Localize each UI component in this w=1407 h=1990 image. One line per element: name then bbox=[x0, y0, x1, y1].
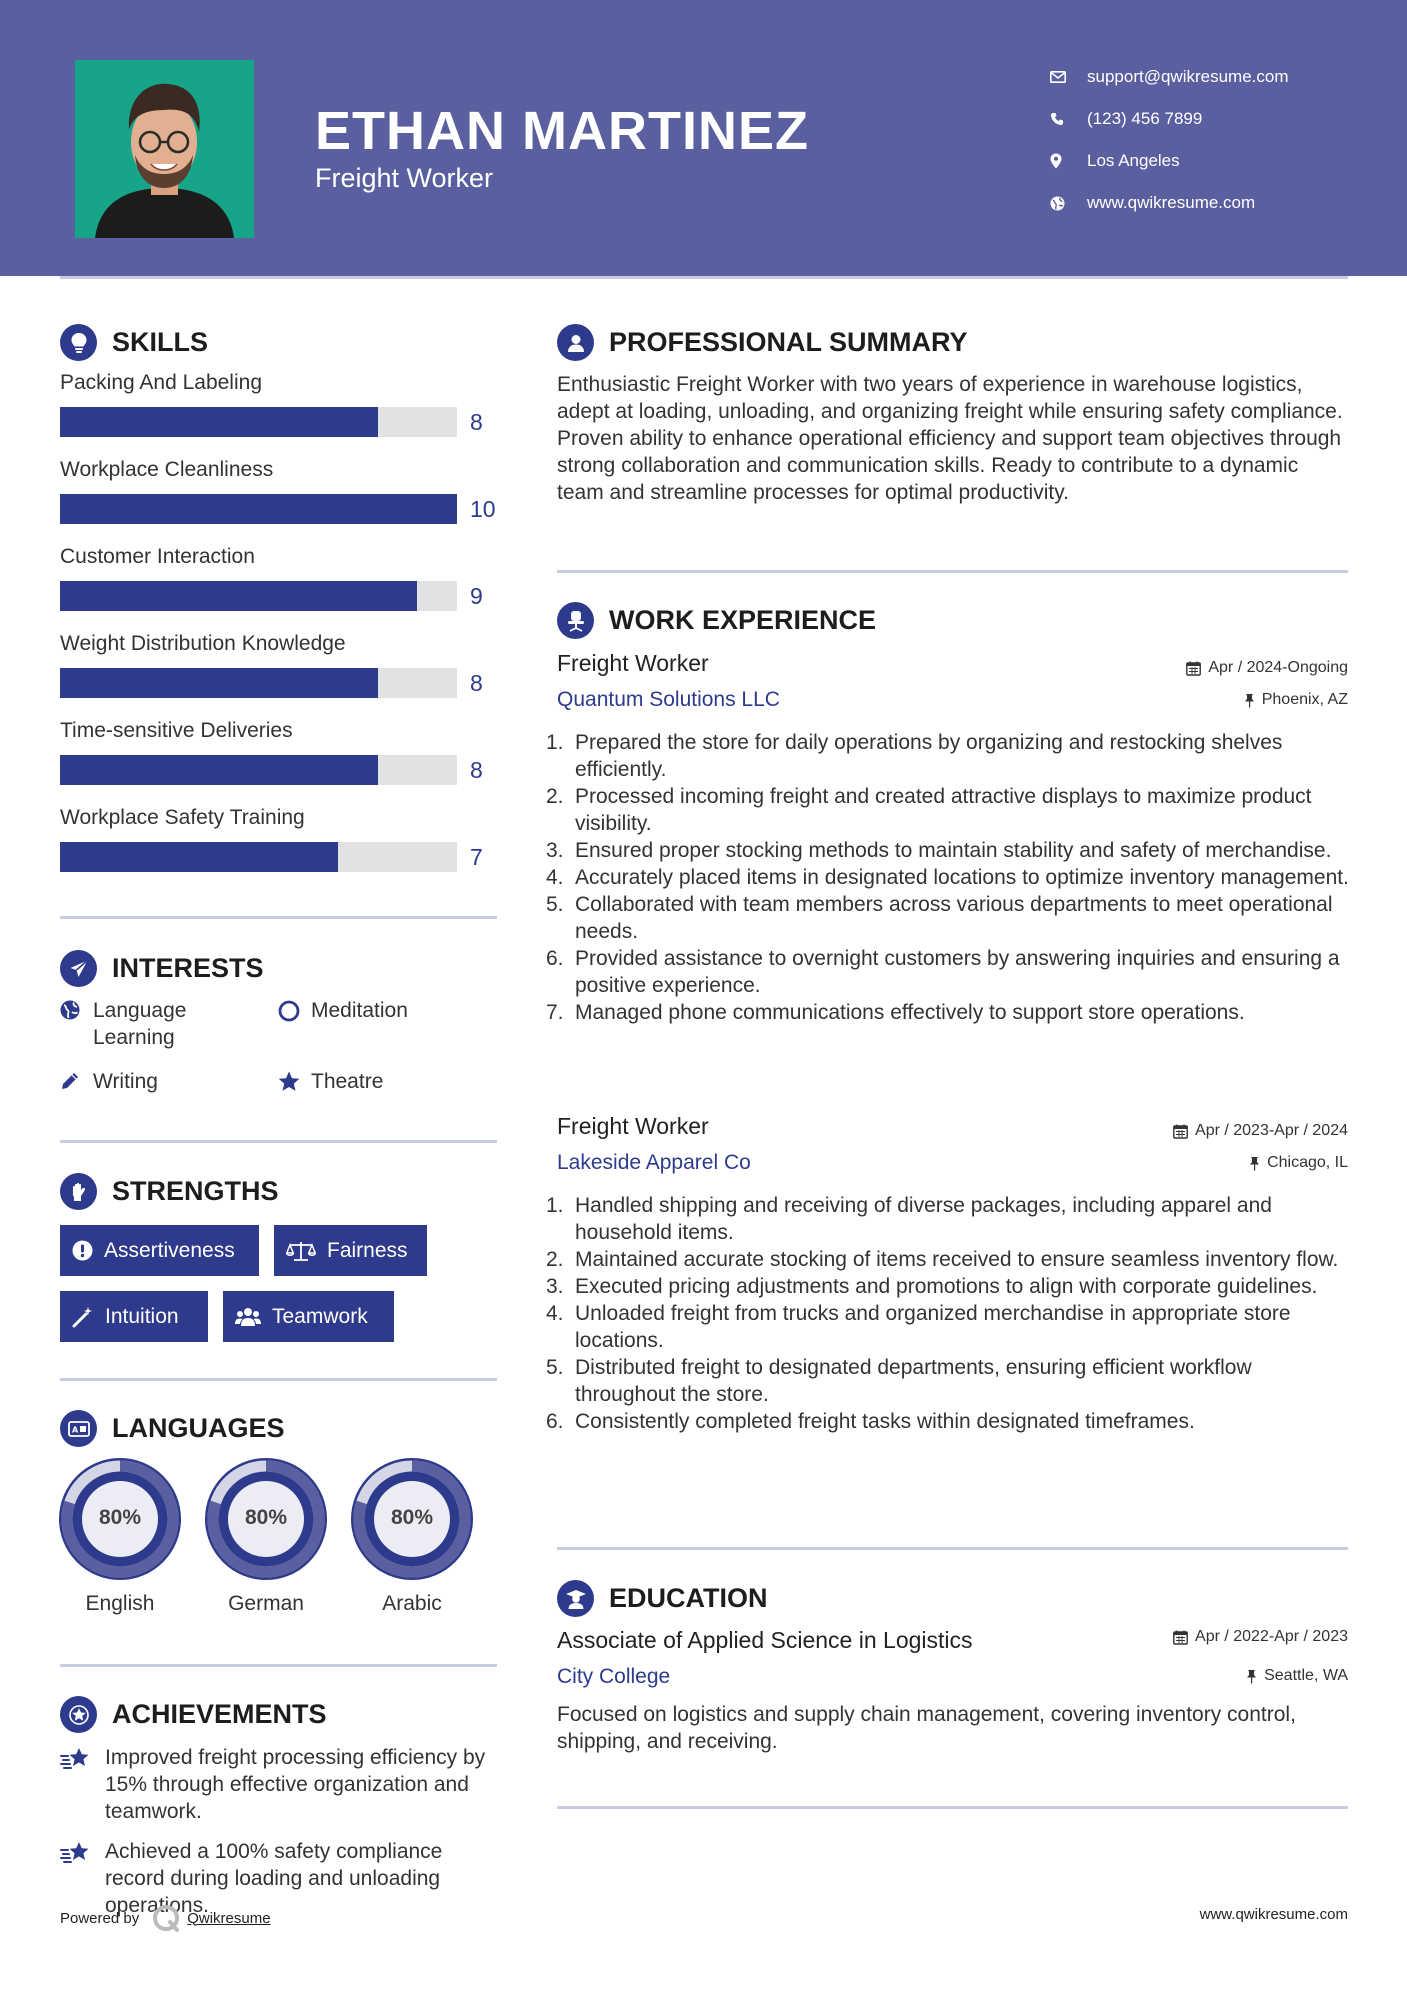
skill-bar-fill bbox=[60, 668, 378, 698]
contact-email[interactable]: support@qwikresume.com bbox=[1050, 56, 1289, 98]
responsibility-item: 7. Managed phone communications effectively to support store operations. bbox=[546, 1001, 1245, 1024]
skill-name: Time-sensitive Deliveries bbox=[60, 719, 293, 742]
skill-bar bbox=[60, 581, 457, 611]
section-divider bbox=[557, 1547, 1348, 1550]
qwikresume-link[interactable]: Qwikresume bbox=[187, 1909, 271, 1927]
job-title: Freight Worker bbox=[557, 1113, 709, 1139]
powered-by: Powered by Qwikresume bbox=[60, 1903, 271, 1933]
svg-text:A: A bbox=[71, 1425, 78, 1434]
star-icon bbox=[278, 1068, 311, 1099]
office-chair-icon bbox=[557, 602, 594, 639]
responsibility-item: 4. Accurately placed items in designated locations to optimize inventory management. bbox=[546, 866, 1349, 889]
company-name: Quantum Solutions LLC bbox=[557, 688, 780, 711]
responsibility-item: 4. Unloaded freight from trucks and organized merchandise in appropriate store locations. bbox=[546, 1302, 1291, 1352]
skill-bar bbox=[60, 842, 457, 872]
skill-bar-fill bbox=[60, 842, 338, 872]
footer-url[interactable]: www.qwikresume.com bbox=[1199, 1906, 1348, 1923]
contact-phone[interactable]: (123) 456 7899 bbox=[1050, 98, 1289, 140]
skill-value: 7 bbox=[470, 844, 483, 870]
language-percent: 80% bbox=[98, 1506, 142, 1529]
interest-item: Meditation bbox=[278, 997, 408, 1029]
strength-badge: Intuition bbox=[60, 1291, 208, 1342]
languages-heading: A LANGUAGES bbox=[60, 1410, 285, 1447]
header-banner bbox=[0, 0, 1407, 276]
skill-name: Workplace Safety Training bbox=[60, 806, 305, 829]
language-percent: 80% bbox=[390, 1506, 434, 1529]
graduate-icon bbox=[557, 1580, 594, 1617]
skill-bar-fill bbox=[60, 494, 457, 524]
responsibility-item: 1. Prepared the store for daily operations by organizing and restocking shelves efficiently. bbox=[546, 731, 1283, 781]
responsibility-item: 3. Ensured proper stocking methods to maintain stability and safety of merchandise. bbox=[546, 839, 1332, 862]
interest-item: Language Learning bbox=[60, 997, 260, 1051]
responsibility-item: 5. Collaborated with team members across various departments to meet operational needs. bbox=[546, 893, 1333, 943]
skills-heading: SKILLS bbox=[60, 324, 208, 361]
calendar-icon bbox=[1173, 1124, 1188, 1139]
job-title: Freight Worker bbox=[557, 650, 709, 676]
skill-bar bbox=[60, 755, 457, 785]
skill-bar-fill bbox=[60, 581, 417, 611]
summary-text: Enthusiastic Freight Worker with two years of experience in warehouse logistics, adept at loading, unloading, and organizing freight while ensuring safety compliance. Proven ability to enhance operational efficiency and support team objectives through strong collaboration and communication skills. Ready to contribute to a dynamic team and streamline processes for optimal productivity. bbox=[557, 373, 1343, 504]
globe-icon bbox=[60, 997, 93, 1051]
header-divider bbox=[60, 276, 1348, 279]
strength-badge: Assertiveness bbox=[60, 1225, 259, 1276]
responsibility-item: 3. Executed pricing adjustments and promotions to align with corporate guidelines. bbox=[546, 1275, 1318, 1298]
pushpin-icon bbox=[1244, 693, 1255, 708]
calendar-icon bbox=[1173, 1630, 1188, 1645]
profile-photo bbox=[75, 60, 254, 238]
summary-heading: PROFESSIONAL SUMMARY bbox=[557, 324, 968, 361]
responsibility-item: 2. Processed incoming freight and created attractive displays to maximize product visibility. bbox=[546, 785, 1312, 835]
skill-bar bbox=[60, 494, 457, 524]
contact-location: Los Angeles bbox=[1050, 140, 1289, 182]
qwikresume-logo-icon bbox=[151, 1903, 181, 1933]
education-heading: EDUCATION bbox=[557, 1580, 768, 1617]
contact-website[interactable]: www.qwikresume.com bbox=[1050, 182, 1289, 224]
job-date: Apr / 2024-Ongoing bbox=[1186, 659, 1348, 677]
candidate-name: ETHAN MARTINEZ bbox=[315, 101, 809, 161]
responsibility-item: 6. Provided assistance to overnight customers by answering inquiries and ensuring a positive experience. bbox=[546, 947, 1340, 997]
circle-icon bbox=[278, 997, 311, 1029]
shooting-star-icon bbox=[60, 1744, 105, 1825]
location-pin-icon bbox=[1050, 153, 1087, 169]
user-icon bbox=[557, 324, 594, 361]
calendar-icon bbox=[1186, 661, 1201, 676]
degree-title: Associate of Applied Science in Logistics bbox=[557, 1627, 973, 1653]
skill-bar-fill bbox=[60, 755, 378, 785]
section-divider bbox=[557, 1806, 1348, 1809]
skill-bar-fill bbox=[60, 407, 378, 437]
interests-heading: INTERESTS bbox=[60, 950, 264, 987]
school-name: City College bbox=[557, 1665, 671, 1688]
achievement-item: Improved freight processing efficiency by 15% through effective organization and teamwork. bbox=[60, 1744, 500, 1825]
language-percent: 80% bbox=[244, 1506, 288, 1529]
skill-value: 9 bbox=[470, 583, 483, 609]
skill-bar bbox=[60, 668, 457, 698]
pencil-icon bbox=[60, 1068, 93, 1098]
interest-item: Writing bbox=[60, 1068, 158, 1098]
responsibility-item: 1. Handled shipping and receiving of diverse packages, including apparel and household items. bbox=[546, 1194, 1272, 1244]
users-icon bbox=[235, 1307, 261, 1327]
strengths-heading: STRENGTHS bbox=[60, 1173, 279, 1210]
experience-heading: WORK EXPERIENCE bbox=[557, 602, 876, 639]
responsibility-item: 5. Distributed freight to designated departments, ensuring efficient workflow throughout the store. bbox=[546, 1356, 1252, 1406]
achievement-item: Achieved a 100% safety compliance record during loading and unloading operations. bbox=[60, 1838, 500, 1919]
job-responsibilities bbox=[546, 729, 1352, 1026]
balance-scale-icon bbox=[286, 1240, 316, 1262]
language-name: Arabic bbox=[382, 1592, 442, 1615]
education-description: Focused on logistics and supply chain management, covering inventory control, shipping, and receiving. bbox=[557, 1703, 1296, 1753]
section-divider bbox=[557, 570, 1348, 573]
skill-name: Workplace Cleanliness bbox=[60, 458, 274, 481]
job-date: Apr / 2023-Apr / 2024 bbox=[1173, 1122, 1348, 1140]
paper-plane-icon bbox=[60, 950, 97, 987]
job-responsibilities bbox=[546, 1192, 1352, 1435]
interest-item: Theatre bbox=[278, 1068, 383, 1099]
skill-value: 8 bbox=[470, 670, 483, 696]
skill-value: 8 bbox=[470, 409, 483, 435]
skill-name: Packing And Labeling bbox=[60, 371, 262, 394]
skill-name: Weight Distribution Knowledge bbox=[60, 632, 346, 655]
responsibility-item: 2. Maintained accurate stocking of items received to ensure seamless inventory flow. bbox=[546, 1248, 1339, 1271]
phone-icon bbox=[1050, 112, 1087, 126]
skill-value: 10 bbox=[470, 496, 496, 522]
language-card-icon bbox=[60, 1410, 97, 1447]
section-divider bbox=[60, 1664, 497, 1667]
language-name: German bbox=[228, 1592, 304, 1615]
achievements-heading: ACHIEVEMENTS bbox=[60, 1696, 327, 1733]
raised-fist-icon bbox=[60, 1173, 97, 1210]
company-name: Lakeside Apparel Co bbox=[557, 1151, 751, 1174]
skill-value: 8 bbox=[470, 757, 483, 783]
strength-badge: Teamwork bbox=[223, 1291, 394, 1342]
responsibility-item: 6. Consistently completed freight tasks within designated timeframes. bbox=[546, 1410, 1195, 1433]
education-location: Seattle, WA bbox=[1246, 1667, 1348, 1685]
education-date: Apr / 2022-Apr / 2023 bbox=[1173, 1628, 1348, 1646]
exclamation-icon bbox=[72, 1240, 93, 1261]
strength-badge: Fairness bbox=[274, 1225, 427, 1276]
magic-wand-icon bbox=[72, 1306, 94, 1328]
pushpin-icon bbox=[1246, 1669, 1257, 1684]
award-star-icon bbox=[60, 1696, 97, 1733]
job-location: Phoenix, AZ bbox=[1244, 691, 1348, 709]
skill-bar bbox=[60, 407, 457, 437]
lightbulb-icon bbox=[60, 324, 97, 361]
section-divider bbox=[60, 916, 497, 919]
job-location: Chicago, IL bbox=[1249, 1154, 1348, 1172]
language-name: English bbox=[85, 1592, 155, 1615]
pushpin-icon bbox=[1249, 1156, 1260, 1171]
mail-icon bbox=[1050, 71, 1087, 83]
skill-name: Customer Interaction bbox=[60, 545, 255, 568]
candidate-title: Freight Worker bbox=[315, 163, 494, 193]
section-divider bbox=[60, 1378, 497, 1381]
section-divider bbox=[60, 1140, 497, 1143]
globe-icon bbox=[1050, 196, 1087, 211]
contact-list bbox=[1050, 56, 1289, 224]
